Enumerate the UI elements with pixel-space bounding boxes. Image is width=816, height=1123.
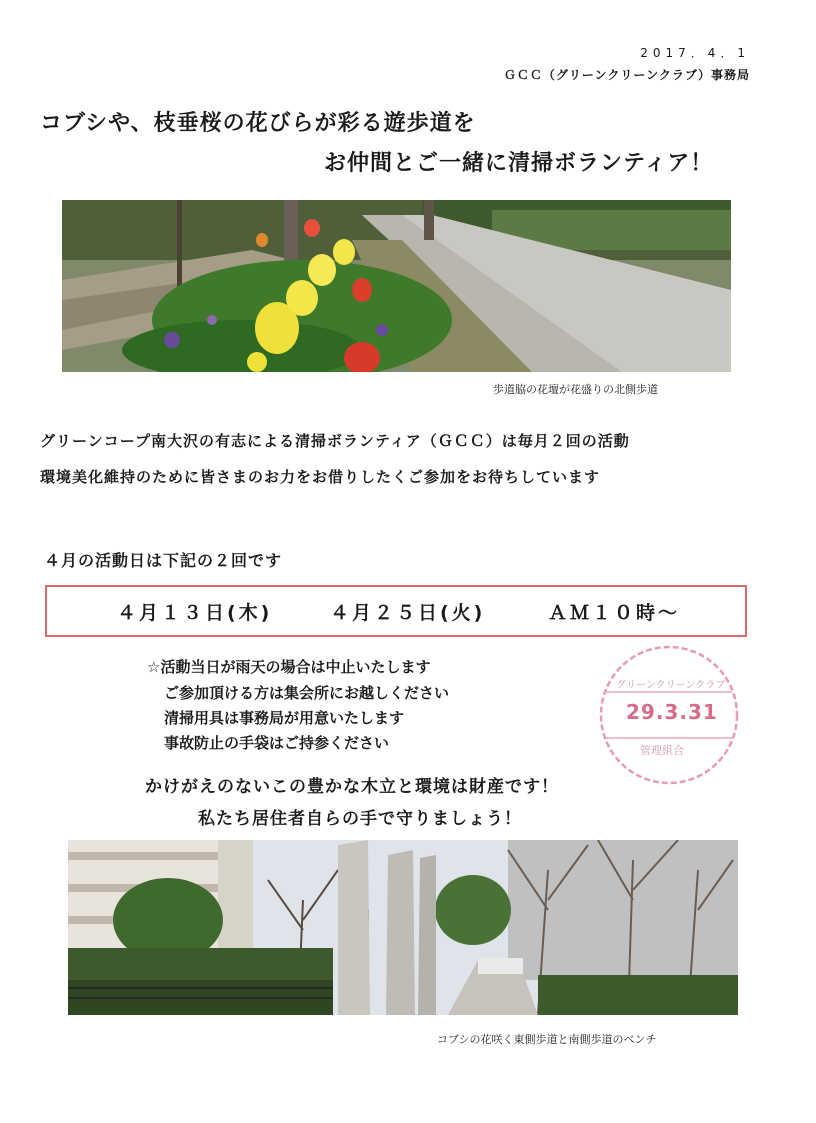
activity-dates-box [45, 585, 747, 637]
issue-date: 2017．4．1 [640, 46, 750, 60]
photo-1-caption: 歩道脇の花壇が花盛りの北側歩道 [493, 383, 658, 396]
stamp-top-text: グリーンクリーンクラブ [616, 680, 726, 691]
photo-magnolia-walkway [68, 840, 738, 1015]
slogan-line-2: 私たち居住者自らの手で守りましょう！ [198, 809, 522, 829]
note-rain-cancel: ☆活動当日が雨天の場合は中止いたします [147, 658, 431, 676]
photo-flower-walkway [62, 200, 731, 372]
stamp-date: 29.3.31 [626, 700, 718, 724]
slogan-line-1: かけがえのないこの豊かな木立と環境は財産です！ [145, 777, 559, 797]
activity-time: ＡＭ１０時～ [548, 602, 681, 624]
issuer: ＧＣＣ（グリーンクリーンクラブ）事務局 [503, 68, 750, 82]
stamp-bottom-text: 管理組合 [640, 744, 684, 757]
activity-date-1: ４月１３日(木) [117, 602, 273, 624]
schedule-lead: ４月の活動日は下記の２回です [44, 551, 283, 570]
intro-line-1: グリーンコープ南大沢の有志による清掃ボランティア（ＧＣＣ）は毎月２回の活動 [40, 432, 630, 450]
note-gloves: 事故防止の手袋はご持参ください [164, 734, 390, 752]
received-stamp [594, 640, 744, 790]
intro-line-2: 環境美化維持のために皆さまのお力をお借りしたくご参加をお待ちしています [40, 468, 601, 486]
headline-line-1: コブシや、枝垂桜の花びらが彩る遊歩道を [40, 111, 476, 136]
activity-date-2: ４月２５日(火) [330, 602, 486, 624]
headline-line-2: お仲間とご一緒に清掃ボランティア！ [324, 151, 714, 176]
note-meeting-place: ご参加頂ける方は集会所にお越しください [164, 684, 450, 702]
note-tools: 清掃用具は事務局が用意いたします [164, 709, 405, 727]
photo-2-caption: コブシの花咲く東側歩道と南側歩道のベンチ [437, 1033, 657, 1046]
